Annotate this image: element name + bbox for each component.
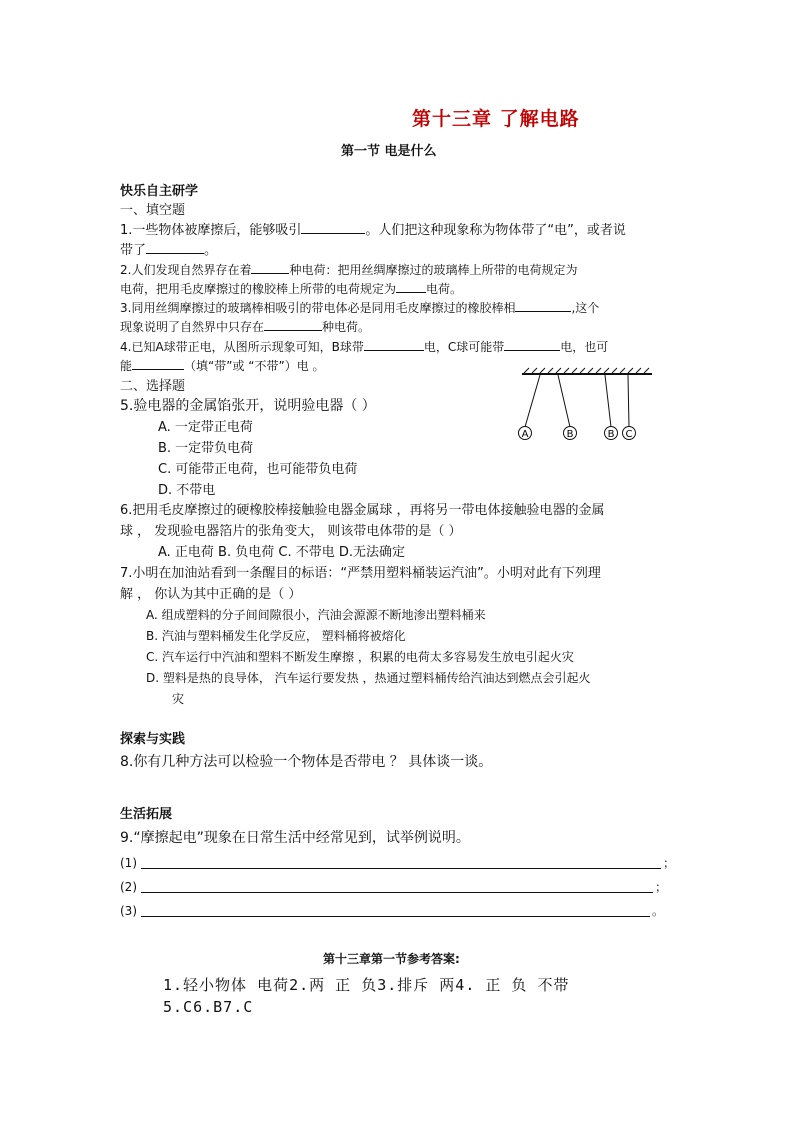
charged-balls-diagram [510,366,660,448]
question-1-text-b: 。人们把这种现象称为物体带了“电”，或者说 [365,223,626,238]
question-4-text-e: （填“带”或 “不带”）电 。 [184,359,325,373]
ball-label-c: C [625,429,633,440]
question-8: 8.你有几种方法可以检验一个物体是否带电 ？ 具体谈一谈。 [120,754,493,770]
answers-line-2: 5.C6.B7.C [163,998,254,1016]
question-3-text-b: ,这个 [571,301,600,315]
question-2-line1 [120,261,577,279]
thread-b2 [605,375,611,427]
answer-blank[interactable] [504,338,560,351]
question-5-option-c[interactable]: C. 可能带正电荷，也可能带负电荷 [158,462,358,477]
answer-line-3[interactable] [141,916,650,917]
question-5-option-a[interactable]: A. 一定带正电荷 [158,420,253,435]
question-4-text-a: 4.已知A球带正电，从图所示现象可知，B球带 [120,340,364,354]
question-7-option-d[interactable]: D. 塑料是热的良导体， 汽车运行要发热 ，热通过塑料桶传给汽油达到燃点会引起火 [146,671,591,685]
answer-line-end-1: ； [663,856,676,870]
question-2-line2 [120,280,462,298]
answer-blank[interactable] [264,318,322,331]
question-4-text-b: 电，C球可能带 [423,340,505,354]
question-1-text-c: 带了 [120,243,147,258]
answers-line-1: 1.轻小物体 电荷2.两 正 负3.排斥 两4. 正 负 不带 [163,976,570,994]
section-heading-life: 生活拓展 [120,807,173,822]
question-9: 9.“摩擦起电”现象在日常生活中经常见到，试举例说明。 [120,830,470,846]
question-7-option-c[interactable]: C. 汽车运行中汽油和塑料不断发生摩擦 ，积累的电荷太多容易发生放电引起火灾 [146,650,574,664]
subheading-multiple-choice: 二、选择题 [120,379,186,394]
section-title: 第一节 电是什么 [341,144,437,159]
section-heading-explore: 探索与实践 [120,732,186,747]
question-7-option-d-cont: 灾 [172,692,185,706]
answer-line-label-2: (2) [120,880,137,894]
question-4-text-c: 电，也可 [560,340,609,354]
question-5-option-d[interactable]: D. 不带电 [158,483,216,498]
thread-a [525,375,540,427]
question-5: 5.验电器的金属馅张开，说明验电器（ ） [120,398,376,414]
question-7-option-a[interactable]: A. 组成塑料的分子间间隙很小，汽油会源源不断地渗出塑料桶来 [146,608,486,622]
question-3-text-c: 现象说明了自然界中只存在 [120,320,265,334]
answers-heading: 第十三章第一节参考答案: [323,952,460,966]
answer-blank[interactable] [251,261,289,274]
answer-blank[interactable] [301,221,365,234]
question-4-text-d: 能 [120,359,133,373]
question-2-text-c: 电荷，把用毛皮摩擦过的橡胶棒上所带的电荷规定为 [120,282,397,296]
answer-blank[interactable] [146,241,204,254]
question-7-line2: 解 ， 你认为其中正确的是（ ） [120,587,302,602]
question-1-text-d: 。 [204,243,218,258]
thread-c [628,375,629,427]
question-3-text-a: 3.同用丝绸摩擦过的玻璃棒相吸引的带电体必是同用毛皮摩擦过的橡胶棒相 [120,301,516,315]
answer-line-label-3: (3) [120,904,137,918]
question-1-text-a: 1.一些物体被摩擦后，能够吸引 [120,223,302,238]
answer-blank[interactable] [132,357,184,370]
question-6-options[interactable]: A. 正电荷 B. 负电荷 C. 不带电 D.无法确定 [158,545,405,560]
answer-line-label-1: (1) [120,856,137,870]
question-3-text-d: 种电荷。 [322,320,371,334]
question-7-option-b[interactable]: B. 汽油与塑料桶发生化学反应， 塑料桶将被熔化 [146,629,406,643]
support-hatching [524,368,649,373]
ball-label-a: A [521,429,529,440]
ball-label-b2: B [607,429,615,440]
question-4-line2 [120,357,325,375]
subheading-fill-blank: 一、填空题 [120,203,186,218]
question-6-line2: 球 ， 发现验电器箔片的张角变大， 则该带电体带的是（ ） [120,524,462,539]
answer-blank[interactable] [364,338,424,351]
question-7-line1: 7.小明在加油站看到一条醒目的标语：“严禁用塑料桶装运汽油”。小明对此有下列理 [120,566,601,581]
ball-label-b: B [566,429,574,440]
question-6-line1: 6.把用毛皮摩擦过的硬橡胶棒接触验电器金属球 ，再将另一带电体接触验电器的金属 [120,503,605,518]
question-1-line1 [120,221,626,240]
answer-blank[interactable] [396,280,426,293]
answer-line-2[interactable] [141,892,653,893]
chapter-title: 第十三章 了解电路 [412,108,580,130]
question-5-option-b[interactable]: B. 一定带负电荷 [158,441,254,456]
section-heading-self-study: 快乐自主研学 [120,184,199,199]
answer-line-1[interactable] [141,868,661,869]
question-1-line2 [120,241,217,260]
question-2-text-b: 种电荷：把用丝绸摩擦过的玻璃棒上所带的电荷规定为 [289,263,578,277]
answer-blank[interactable] [515,299,571,312]
answer-line-end-2: ； [655,880,668,894]
question-2-text-d: 电荷。 [426,282,463,296]
question-4-line1 [120,338,608,356]
question-3-line2 [120,318,370,336]
question-3-line1 [120,299,599,317]
question-2-text-a: 2.人们发现自然界存在着 [120,263,252,277]
thread-b [558,375,570,427]
answer-line-end-3: 。 [652,904,665,918]
